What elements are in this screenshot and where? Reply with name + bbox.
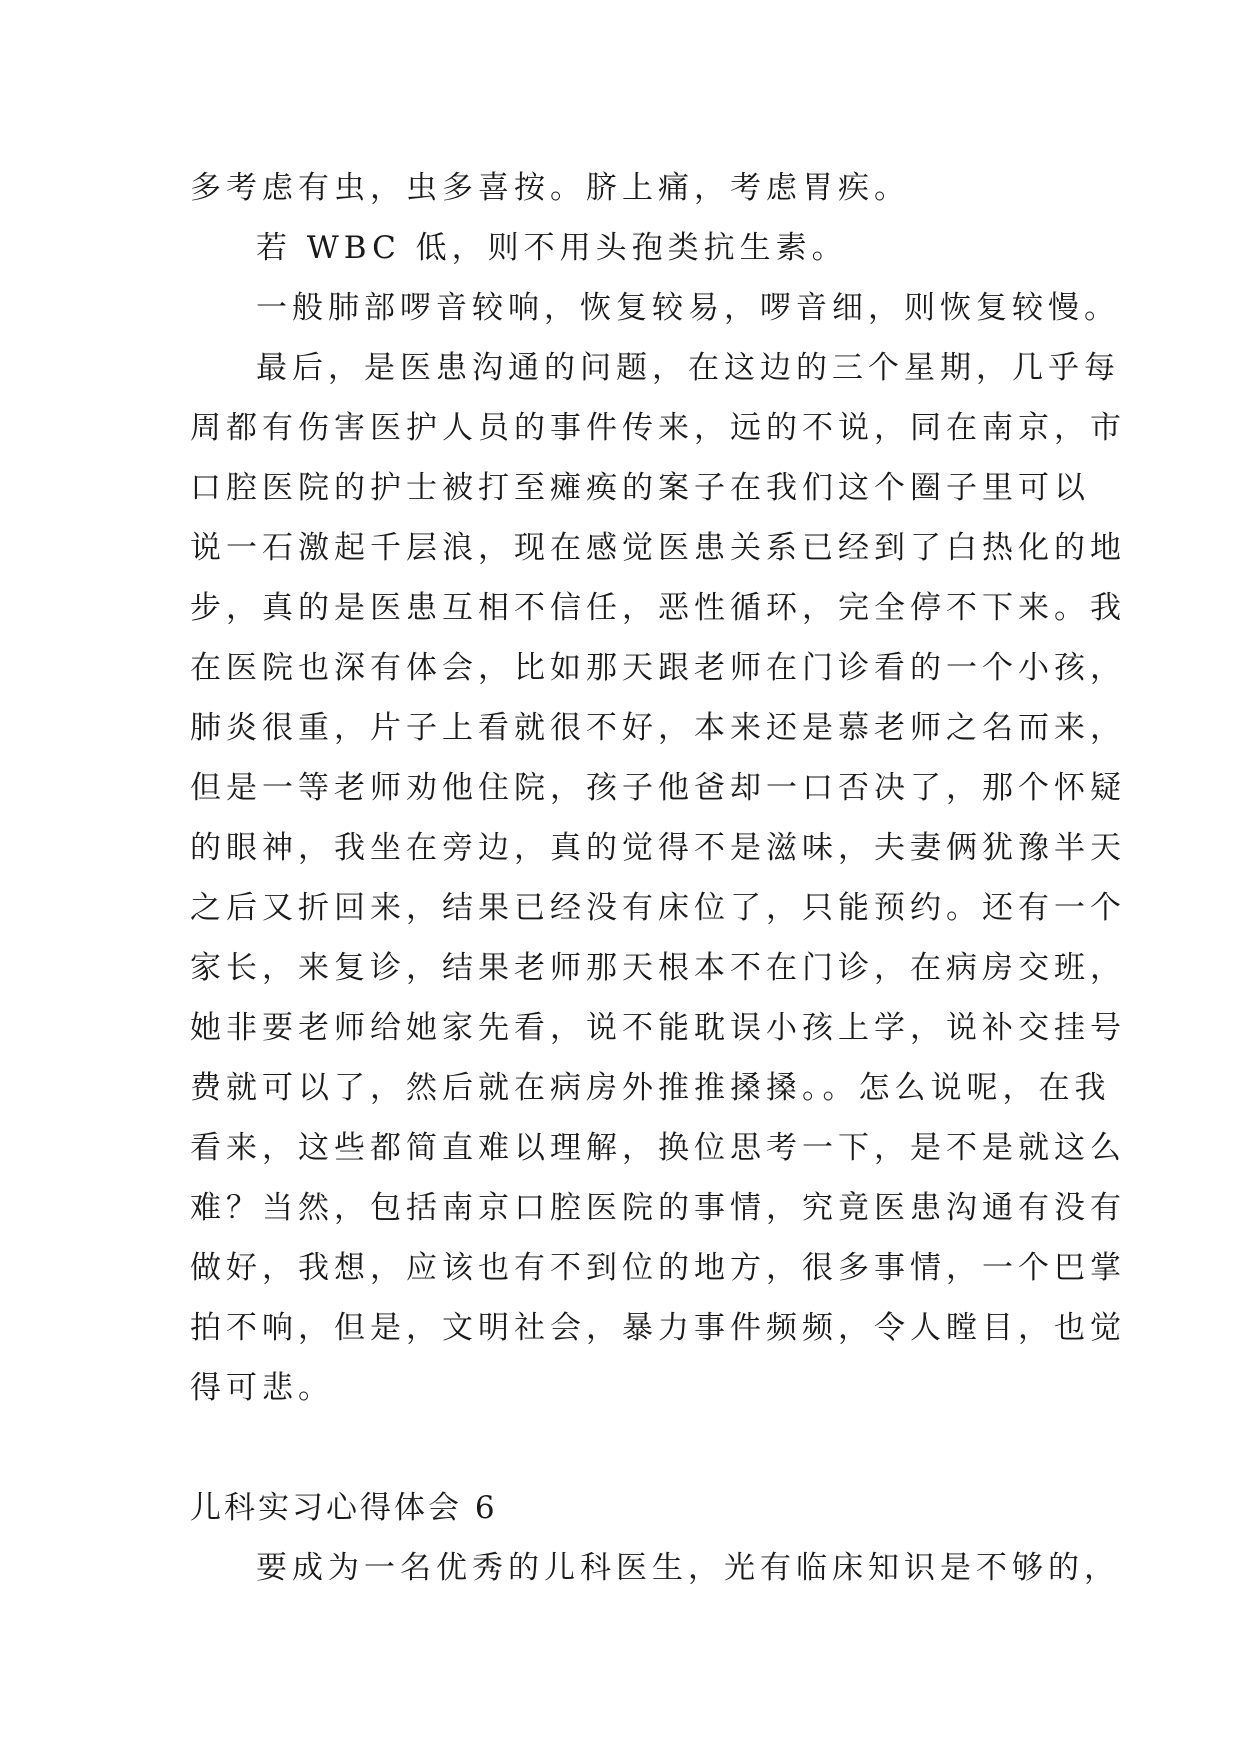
text-line: 家长，来复诊，结果老师那天根本不在门诊，在病房交班， [190, 950, 1126, 986]
text-line: 之后又折回来，结果已经没有床位了，只能预约。还有一个 [190, 890, 1126, 926]
text-line: 得可悲。 [190, 1370, 334, 1406]
text-line: 多考虑有虫，虫多喜按。脐上痛，考虑胃疾。 [190, 170, 910, 206]
text-line: 费就可以了，然后就在病房外推推搡搡。。怎么说呢，在我 [190, 1070, 1111, 1106]
text-line: 在医院也深有体会，比如那天跟老师在门诊看的一个小孩， [190, 650, 1126, 686]
text-line: 说一石激起千层浪，现在感觉医患关系已经到了白热化的地 [190, 530, 1126, 566]
document-body [190, 158, 1126, 1598]
text-line: 的眼神，我坐在旁边，真的觉得不是滋味，夫妻俩犹豫半天 [190, 830, 1126, 866]
text-line: 步，真的是医患互相不信任，恶性循环，完全停不下来。我 [190, 590, 1126, 626]
text-line: 看来，这些都简直难以理解，换位思考一下，是不是就这么 [190, 1130, 1126, 1166]
text-line: 难？当然，包括南京口腔医院的事情，究竟医患沟通有没有 [190, 1190, 1126, 1226]
text-line: 肺炎很重，片子上看就很不好，本来还是慕老师之名而来， [190, 710, 1126, 746]
paragraph-first-line: 若 WBC 低，则不用头孢类抗生素。 [256, 230, 848, 266]
paragraph-first-line: 一般肺部啰音较响，恢复较易，啰音细，则恢复较慢。 [256, 290, 1120, 326]
section-spacer [190, 1418, 1070, 1478]
text-line: 周都有伤害医护人员的事件传来，远的不说，同在南京，市 [190, 410, 1126, 446]
text-line: 口腔医院的护士被打至瘫痪的案子在我们这个圈子里可以 [190, 470, 1090, 506]
section-heading: 儿科实习心得体会 6 [190, 1490, 498, 1526]
paragraph-first-line: 要成为一名优秀的儿科医生，光有临床知识是不够的， [256, 1550, 1120, 1586]
text-line: 但是一等老师劝他住院，孩子他爸却一口否决了，那个怀疑 [190, 770, 1126, 806]
paragraph-first-line: 最后，是医患沟通的问题，在这边的三个星期，几乎每 [256, 350, 1120, 386]
text-line: 她非要老师给她家先看，说不能耽误小孩上学，说补交挂号 [190, 1010, 1126, 1046]
text-line: 做好，我想，应该也有不到位的地方，很多事情，一个巴掌 [190, 1250, 1126, 1286]
text-line: 拍不响，但是，文明社会，暴力事件频频，令人瞠目，也觉 [190, 1310, 1126, 1346]
